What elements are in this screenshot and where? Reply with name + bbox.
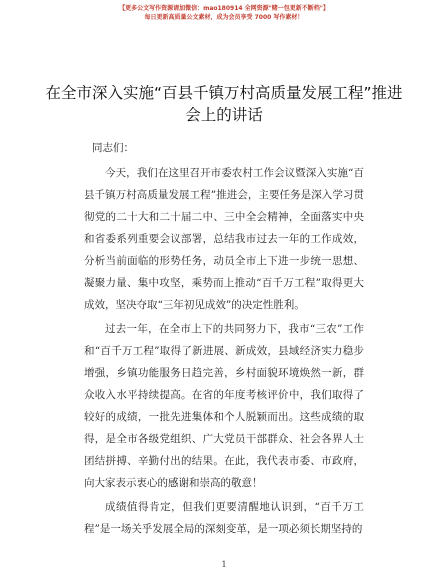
paragraph-3: 成绩值得肯定，但我们更要清醒地认识到，“百千万工程”是一场关乎发展全局的深刻变革，是一项必须长期坚持的 [84, 501, 364, 535]
promo-banner-line-2: 每日更新高质量公文素材，成为会员享受 7000 写作素材！ [144, 14, 304, 21]
document-body [84, 162, 364, 542]
promo-banner [0, 4, 448, 22]
paragraph-1: 今天，我们在这里召开市委农村工作会议暨深入实施“百县千镇万村高质量发展工程”推进会，主要任务是深入学习贯彻党的二十大和二十届二中、三中全会精神，全面落实中央和省委系列重要会议部署，总结我市过去一年的工作成效，分析当前面临的形势任务，动员全市上下进一步统一思想、凝聚力量、集中攻坚，乘势而上推动“百千万工程”取得更大成效，坚决夺取“三年初见成效”的决定性胜利。 [84, 167, 364, 311]
paragraph-2: 过去一年，在全市上下的共同努力下，我市“三农”工作和“百千万工程”取得了新进展、新成效，县域经济实力稳步增强，乡镇功能服务日趋完善，乡村面貌环境焕然一新，群众收入水平持续提高。在省的年度考核评价中，我们取得了较好的成绩，一批先进集体和个人脱颖而出。这些成绩的取得，是全市各级党组织、广大党员干部群众、社会各界人士团结拼搏、辛勤付出的结果。在此，我代表市委、市政府，向大家表示衷心的感谢和崇高的敬意！ [84, 323, 364, 489]
promo-banner-line-1: 【更多公文写作资源请加微信：mao180914 全网资源"赌一包更新不断档"】 [119, 5, 329, 12]
page-number: 1 [221, 560, 227, 569]
document-title: 在全市深入实施“百县千镇万村高质量发展工程”推进会上的讲话 [45, 84, 403, 124]
salutation: 同志们： [92, 142, 134, 154]
